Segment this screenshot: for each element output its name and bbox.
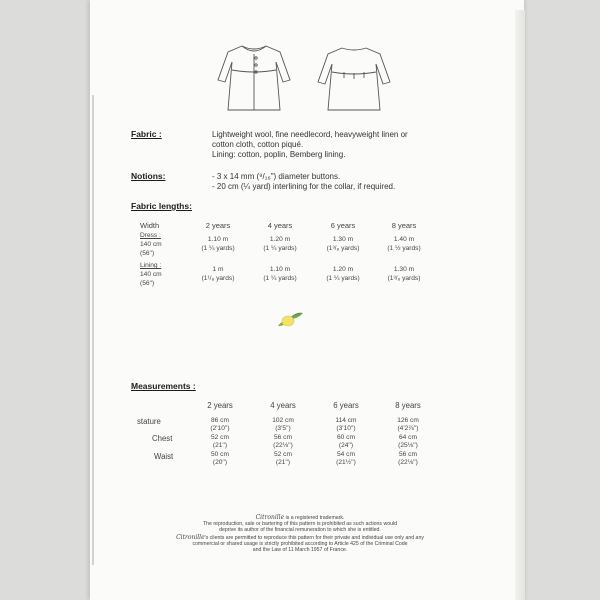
waist-6-in: (21½'') <box>336 459 356 466</box>
stature-6-in: (3'10'') <box>336 425 356 432</box>
dress-6-yd: (1³/₈ yards) <box>326 245 360 252</box>
lining-8-yd: (1³/₈ yards) <box>387 275 421 282</box>
lining-width-in: (56'') <box>140 280 155 287</box>
chest-2-in: (21'') <box>212 442 228 449</box>
brand-name-2: Citronille <box>176 534 205 541</box>
dress-8-yd: (1 ½ yards) <box>387 245 421 252</box>
waist-4-cm: 52 cm <box>274 451 292 458</box>
dress-8-m: 1.40 m <box>393 236 415 243</box>
fl-size-2: 2 years <box>205 221 231 230</box>
waist-2-in: (20'') <box>212 459 228 466</box>
lining-label: Lining : <box>140 262 162 269</box>
dress-2-yd: (1 ¼ yards) <box>201 245 235 252</box>
stature-2-cm: 86 cm <box>211 417 229 424</box>
waist-8-in: (22⅛'') <box>398 459 418 466</box>
dress-6-m: 1.30 m <box>332 236 354 243</box>
chest-8-cm: 64 cm <box>399 434 417 441</box>
chest-4-in: (22⅛'') <box>273 442 293 449</box>
m-size-6: 6 years <box>333 401 359 410</box>
waist-label: Waist <box>154 452 174 461</box>
notions-line-2: - 20 cm (¼ yard) interlining for the collar, if required. <box>212 182 396 191</box>
waist-6-cm: 54 cm <box>337 451 355 458</box>
m-size-2: 2 years <box>207 401 233 410</box>
page-fold <box>92 95 94 565</box>
dress-label: Dress : <box>140 232 161 239</box>
fl-size-6: 6 years <box>330 221 356 230</box>
chest-6-in: (24'') <box>338 442 354 449</box>
stature-4-in: (3'5'') <box>275 425 291 432</box>
dress-2-m: 1.10 m <box>207 236 229 243</box>
brand-name: Citronille <box>255 514 285 521</box>
fabric-line-3: Lining: cotton, poplin, Bemberg lining. <box>212 150 346 159</box>
lemon-icon <box>276 309 304 331</box>
stature-6-cm: 114 cm <box>335 417 357 424</box>
footer-line-3: 's clients are permitted to reproduce this pattern for their private and individual use only and any <box>204 535 424 541</box>
dress-width-cm: 140 cm <box>140 241 162 248</box>
fabric-line-2: cotton cloth, cotton piqué. <box>212 140 304 149</box>
fl-size-4: 4 years <box>267 221 293 230</box>
footer-line-1: The reproduction, sale or bartering of this pattern is prohibited as such actions would <box>202 521 398 527</box>
waist-4-in: (21'') <box>275 459 291 466</box>
stature-2-in: (2'10'') <box>210 425 230 432</box>
measurements-label: Measurements : <box>131 381 196 391</box>
garment-front-drawing-icon <box>214 40 294 116</box>
pattern-sheet <box>90 0 524 600</box>
lining-4-m: 1.10 m <box>269 266 291 273</box>
m-size-4: 4 years <box>270 401 296 410</box>
lining-8-m: 1.30 m <box>393 266 415 273</box>
trademark-text: is a registered trademark. <box>285 515 345 521</box>
fabric-label: Fabric : <box>131 129 162 139</box>
lining-6-yd: (1 ¼ yards) <box>326 275 360 282</box>
chest-4-cm: 56 cm <box>274 434 292 441</box>
chest-6-cm: 60 cm <box>337 434 355 441</box>
dress-width-in: (56'') <box>140 250 155 257</box>
dress-4-yd: (1 ¼ yards) <box>263 245 297 252</box>
stature-label: stature <box>137 417 161 426</box>
fl-size-8: 8 years <box>391 221 417 230</box>
waist-2-cm: 50 cm <box>211 451 229 458</box>
lining-2-yd: (1¹/₈ yards) <box>201 275 235 282</box>
dress-4-m: 1.20 m <box>269 236 291 243</box>
lining-4-yd: (1 ¼ yards) <box>263 275 297 282</box>
stature-8-in: (4'2⅞'') <box>397 425 419 432</box>
width-label: Width <box>140 221 160 230</box>
lining-2-m: 1 m <box>212 266 224 273</box>
notions-label: Notions: <box>131 171 166 181</box>
chest-2-cm: 52 cm <box>211 434 229 441</box>
fabric-line-1: Lightweight wool, fine needlecord, heavyweight linen or <box>212 130 408 139</box>
m-size-8: 8 years <box>395 401 421 410</box>
fabric-lengths-label: Fabric lengths: <box>131 201 192 211</box>
footer-line-2: deprive its author of the financial remuneration to which she is entitled. <box>219 527 381 533</box>
chest-8-in: (25⅛'') <box>398 442 418 449</box>
stature-4-cm: 102 cm <box>272 417 294 424</box>
notions-line-1: - 3 x 14 mm (⁹/₁₆") diameter buttons. <box>212 172 341 181</box>
waist-8-cm: 56 cm <box>399 451 417 458</box>
garment-back-drawing-icon <box>314 44 394 116</box>
stature-8-cm: 126 cm <box>397 417 419 424</box>
chest-label: Chest <box>152 434 173 443</box>
lining-width-cm: 140 cm <box>140 271 162 278</box>
lining-6-m: 1.20 m <box>332 266 354 273</box>
footer-line-4: commercial or shared usage is strictly prohibited according to Article 425 of the Criminal Code <box>192 541 408 547</box>
footer-line-5: and the Law of 11 March 1957 of France. <box>252 547 348 553</box>
page-edge <box>515 10 525 600</box>
